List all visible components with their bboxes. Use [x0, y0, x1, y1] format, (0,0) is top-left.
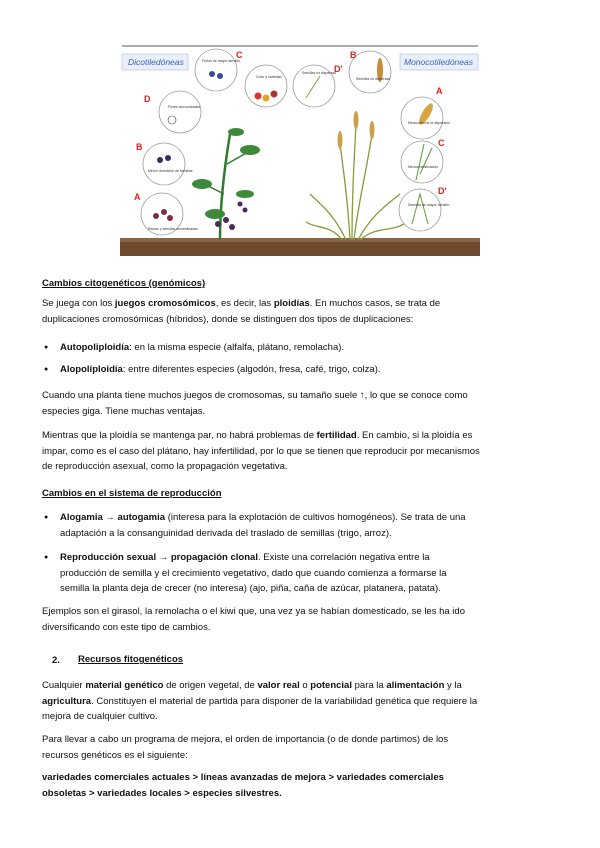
sec2-heading: Cambios en el sistema de reproducción: [42, 488, 222, 499]
sec1-heading: Cambios citogenéticos (genómicos): [42, 278, 206, 289]
sec1-paragraph-2: Cuando una planta tiene muchos juegos de cromosomas, su tamaño suele ↑, lo que se conoce como especies giga. Tiene muchas ventajas.: [42, 390, 468, 417]
sec2-bullet-1: ● Alogamia → autogamia (interesa para la explotación de cultivos homogéneos). Se trata de una adaptación a la consanguinidad derivada del traslado de semillas (trigo, arroz).: [60, 510, 558, 541]
sec3-heading: Recursos fitogenéticos: [78, 654, 184, 665]
inset-color: [245, 65, 287, 107]
svg-text:Semillas no dispersas: Semillas no dispersas: [356, 77, 391, 81]
inset-a-left: [134, 192, 198, 235]
svg-text:B: B: [350, 50, 357, 60]
svg-text:Semillas no dispersas: Semillas no dispersas: [302, 71, 337, 75]
svg-text:A: A: [436, 86, 443, 96]
svg-text:D': D': [438, 186, 447, 196]
inset-d-right: [399, 186, 449, 231]
monocot-plant: [306, 124, 404, 240]
svg-text:B: B: [136, 142, 143, 152]
inset-mono-seed: [293, 64, 343, 107]
svg-text:Raíces y semillas domesticadas: Raíces y semillas domesticadas: [148, 227, 198, 231]
domestication-illustration: [120, 44, 480, 258]
sec1-paragraph-1: Se juega con los juegos cromosómicos, es decir, las ploidías. En muchos casos, se trata de duplicaciones cromosómicas (híbridos), donde se distinguen dos tipos de duplicaciones:: [42, 298, 441, 325]
sec2-paragraph: Ejemplos son el girasol, la remolacha o el kiwi que, una vez ya se habían domesticado, se les ha ido diversificando con este tipo de cambios.: [42, 606, 465, 633]
dicot-plant: [192, 128, 260, 240]
inset-a-right: [401, 86, 450, 139]
svg-text:Reducción de la dispersión: Reducción de la dispersión: [408, 121, 451, 125]
svg-text:D: D: [144, 94, 151, 104]
sec1-bullet-1: ● Autopoliploidía: en la misma especie (alfalfa, plátano, remolacha).: [60, 340, 344, 356]
svg-text:Frutos de mayor tamaño: Frutos de mayor tamaño: [202, 59, 241, 63]
inset-c-left: [195, 49, 243, 91]
left-title: Dicotiledóneas: [128, 57, 184, 67]
svg-text:Flores sincronizadas: Flores sincronizadas: [168, 105, 201, 109]
inset-c-right: [401, 138, 445, 183]
right-title: Monocotiledóneas: [404, 57, 473, 67]
svg-text:D': D': [334, 64, 343, 74]
sec2-bullet-2: ● Reproducción sexual → propagación clonal. Existe una correlación negativa entre la producción de semilla y el crecimiento vegetativo, dado que cuando comienza a formarse la semilla la planta deja de crecer (no interesa) (ajo, piña, caña de azúcar, platanera, patata).: [60, 550, 558, 597]
svg-text:Menor dormición de semillas: Menor dormición de semillas: [148, 169, 193, 173]
svg-text:Semillas de mayor tamaño: Semillas de mayor tamaño: [408, 203, 450, 207]
sec3-number: 2.: [52, 655, 60, 666]
domestication-figure: [120, 44, 480, 258]
inset-b-left: [136, 142, 193, 185]
svg-text:Color y variedad: Color y variedad: [256, 75, 282, 79]
sec3-paragraph-3: variedades comerciales actuales > líneas avanzadas de mejora > variedades comerciales obsoletas > variedades locales > especies silvestres.: [42, 772, 444, 799]
svg-text:A: A: [134, 192, 141, 202]
inset-b-right: [349, 50, 391, 93]
svg-text:C: C: [236, 50, 243, 60]
inset-d-left: [144, 91, 201, 133]
sec3-paragraph-2: Para llevar a cabo un programa de mejora, el orden de importancia (o de donde partimos) de los recursos genéticos es el siguiente:: [42, 734, 449, 761]
sec3-paragraph-1: Cualquier material genético de origen vegetal, de valor real o potencial para la alimentación y la agricultura. Constituyen el material de partida para disponer de la variabilidad genética que requiere la mejora de cualquier cultivo.: [42, 680, 478, 722]
svg-text:C: C: [438, 138, 445, 148]
sec1-paragraph-3: Mientras que la ploidía se mantenga par, no habrá problemas de fertilidad. En cambio, si la ploidía es impar, como es el caso del plátano, hay infertilidad, por lo que se tienen que reproducir por mecanismos de reproducción asexual, como la propagación vegetativa.: [42, 430, 480, 472]
sec1-bullet-2: ● Alopoliploidía: entre diferentes especies (algodón, fresa, café, trigo, colza).: [60, 362, 381, 378]
svg-text:Menos ramificación: Menos ramificación: [408, 165, 439, 169]
